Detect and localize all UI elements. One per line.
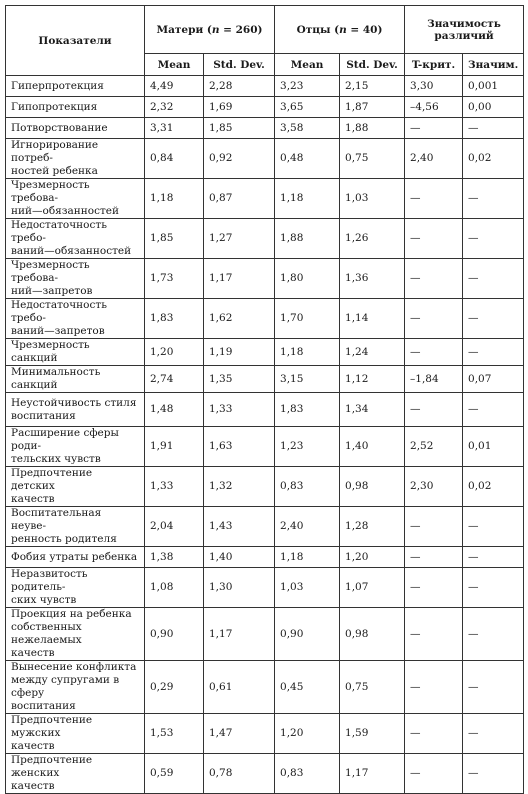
- table-row: [6, 299, 524, 339]
- table-row: [6, 393, 524, 427]
- table-row: [6, 259, 524, 299]
- table-header: [6, 6, 524, 76]
- header-mean-mothers: Mean: [145, 54, 204, 76]
- row-label: [6, 393, 145, 427]
- row-label: [6, 299, 145, 339]
- fathers-sd-cell: 1,03: [340, 179, 405, 219]
- fathers-sd-cell: 1,34: [340, 393, 405, 427]
- mothers-mean-cell: 0,90: [145, 608, 204, 661]
- row-label-line: собственных нежелаемых: [11, 621, 82, 646]
- mothers-sd-cell: 0,92: [204, 139, 275, 179]
- table-row: [6, 568, 524, 608]
- fathers-sd-cell: 0,98: [340, 467, 405, 507]
- row-label-line: Чрезмерность требова-: [11, 179, 90, 204]
- fathers-sd-cell: 1,59: [340, 714, 405, 754]
- t-criterion-cell: —: [405, 608, 463, 661]
- significance-cell: —: [463, 299, 524, 339]
- row-label: [6, 608, 145, 661]
- fathers-sd-cell: 1,12: [340, 366, 405, 393]
- mothers-sd-cell: 1,32: [204, 467, 275, 507]
- t-criterion-cell: —: [405, 714, 463, 754]
- significance-cell: —: [463, 179, 524, 219]
- row-label-line: Воспитательная неуве-: [11, 507, 102, 532]
- significance-cell: 0,02: [463, 467, 524, 507]
- mothers-sd-cell: 1,33: [204, 393, 275, 427]
- table-row: [6, 467, 524, 507]
- fathers-sd-cell: 1,88: [340, 118, 405, 139]
- table-row: [6, 118, 524, 139]
- row-label-line: Минимальность санкций: [11, 366, 101, 391]
- fathers-mean-cell: 0,83: [275, 754, 340, 794]
- table-row: [6, 608, 524, 661]
- row-label-line: ностей ребенка: [11, 165, 98, 177]
- row-label-line: тельских чувств: [11, 453, 101, 465]
- row-label: [6, 366, 145, 393]
- t-criterion-cell: —: [405, 339, 463, 366]
- fathers-sd-cell: 1,20: [340, 547, 405, 568]
- significance-cell: —: [463, 259, 524, 299]
- row-label: [6, 139, 145, 179]
- fathers-mean-cell: 2,40: [275, 507, 340, 547]
- t-criterion-cell: 2,40: [405, 139, 463, 179]
- row-label: [6, 427, 145, 467]
- row-label: [6, 467, 145, 507]
- row-label-line: Чрезмерность требова-: [11, 259, 90, 284]
- header-indicators: Показатели: [6, 6, 145, 76]
- mothers-sd-cell: 1,69: [204, 97, 275, 118]
- fathers-sd-cell: 2,15: [340, 76, 405, 97]
- header-significance: Значимость различий: [405, 6, 524, 54]
- row-label-line: Недостаточность требо-: [11, 219, 107, 244]
- mothers-mean-cell: 1,83: [145, 299, 204, 339]
- t-criterion-cell: —: [405, 568, 463, 608]
- significance-cell: —: [463, 507, 524, 547]
- row-label-line: ренность родителя: [11, 533, 117, 545]
- fathers-sd-cell: 1,17: [340, 754, 405, 794]
- mothers-sd-cell: 1,43: [204, 507, 275, 547]
- row-label: [6, 714, 145, 754]
- mothers-sd-cell: 1,63: [204, 427, 275, 467]
- t-criterion-cell: –1,84: [405, 366, 463, 393]
- table-row: [6, 714, 524, 754]
- t-criterion-cell: 2,30: [405, 467, 463, 507]
- row-label: [6, 547, 145, 568]
- table-row: [6, 339, 524, 366]
- t-criterion-cell: 2,52: [405, 427, 463, 467]
- row-label: [6, 97, 145, 118]
- mothers-sd-cell: 1,40: [204, 547, 275, 568]
- row-label-line: ний—запретов: [11, 285, 93, 297]
- table-row: [6, 661, 524, 714]
- mothers-sd-cell: 0,61: [204, 661, 275, 714]
- significance-cell: 0,02: [463, 139, 524, 179]
- header-fathers: Отцы (n = 40): [275, 6, 405, 54]
- mothers-mean-cell: 1,08: [145, 568, 204, 608]
- row-label: [6, 661, 145, 714]
- row-label-line: ваний—обязанностей: [11, 245, 132, 257]
- t-criterion-cell: —: [405, 754, 463, 794]
- table-row: [6, 139, 524, 179]
- fathers-mean-cell: 3,58: [275, 118, 340, 139]
- mothers-mean-cell: 4,49: [145, 76, 204, 97]
- mothers-mean-cell: 2,32: [145, 97, 204, 118]
- row-label: [6, 118, 145, 139]
- fathers-sd-cell: 1,26: [340, 219, 405, 259]
- row-label: [6, 507, 145, 547]
- mothers-mean-cell: 1,85: [145, 219, 204, 259]
- table-row: [6, 507, 524, 547]
- fathers-mean-cell: 0,83: [275, 467, 340, 507]
- significance-cell: —: [463, 661, 524, 714]
- fathers-mean-cell: 3,23: [275, 76, 340, 97]
- mothers-sd-cell: 1,85: [204, 118, 275, 139]
- mothers-mean-cell: 2,04: [145, 507, 204, 547]
- row-label-line: между супругами в сферу: [11, 674, 120, 699]
- mothers-mean-cell: 1,33: [145, 467, 204, 507]
- row-label: [6, 259, 145, 299]
- fathers-mean-cell: 1,23: [275, 427, 340, 467]
- significance-cell: —: [463, 547, 524, 568]
- fathers-sd-cell: 1,14: [340, 299, 405, 339]
- row-label-line: Недостаточность требо-: [11, 299, 107, 324]
- mothers-sd-cell: 1,62: [204, 299, 275, 339]
- t-criterion-cell: —: [405, 547, 463, 568]
- mothers-sd-cell: 1,19: [204, 339, 275, 366]
- row-label: [6, 219, 145, 259]
- fathers-sd-cell: 1,24: [340, 339, 405, 366]
- t-criterion-cell: 3,30: [405, 76, 463, 97]
- table-row: [6, 179, 524, 219]
- table-row: [6, 219, 524, 259]
- fathers-sd-cell: 0,75: [340, 661, 405, 714]
- row-label: [6, 339, 145, 366]
- mothers-mean-cell: 1,18: [145, 179, 204, 219]
- fathers-mean-cell: 0,90: [275, 608, 340, 661]
- t-criterion-cell: —: [405, 661, 463, 714]
- significance-cell: —: [463, 219, 524, 259]
- fathers-sd-cell: 0,75: [340, 139, 405, 179]
- row-label-line: Предпочтение детских: [11, 467, 93, 492]
- significance-cell: —: [463, 568, 524, 608]
- fathers-mean-cell: 1,88: [275, 219, 340, 259]
- significance-cell: —: [463, 754, 524, 794]
- statistics-table: [5, 5, 524, 794]
- mothers-mean-cell: 3,31: [145, 118, 204, 139]
- significance-cell: —: [463, 118, 524, 139]
- row-label-line: Расширение сферы роди-: [11, 427, 119, 452]
- t-criterion-cell: —: [405, 393, 463, 427]
- fathers-mean-cell: 1,18: [275, 547, 340, 568]
- t-criterion-cell: —: [405, 219, 463, 259]
- mothers-mean-cell: 0,59: [145, 754, 204, 794]
- header-t-criterion: T-крит.: [405, 54, 463, 76]
- fathers-sd-cell: 0,98: [340, 608, 405, 661]
- row-label-line: Предпочтение женских: [11, 754, 93, 779]
- row-label-line: Проекция на ребенка: [11, 608, 132, 620]
- row-label-line: качеств: [11, 780, 55, 792]
- significance-cell: —: [463, 339, 524, 366]
- t-criterion-cell: —: [405, 507, 463, 547]
- t-criterion-cell: —: [405, 179, 463, 219]
- mothers-sd-cell: 1,30: [204, 568, 275, 608]
- row-label-line: Неустойчивость стиля: [11, 396, 137, 409]
- mothers-mean-cell: 0,84: [145, 139, 204, 179]
- fathers-mean-cell: 1,20: [275, 714, 340, 754]
- significance-cell: 0,01: [463, 427, 524, 467]
- mothers-mean-cell: 1,38: [145, 547, 204, 568]
- row-label-line: Потворствование: [11, 121, 108, 134]
- mothers-mean-cell: 1,48: [145, 393, 204, 427]
- significance-cell: —: [463, 608, 524, 661]
- row-label-line: Чрезмерность санкций: [11, 339, 90, 364]
- row-label: [6, 568, 145, 608]
- significance-cell: 0,001: [463, 76, 524, 97]
- mothers-sd-cell: 1,27: [204, 219, 275, 259]
- significance-cell: —: [463, 393, 524, 427]
- row-label-line: качеств: [11, 493, 55, 505]
- row-label-line: ских чувств: [11, 594, 77, 606]
- table-row: [6, 754, 524, 794]
- mothers-mean-cell: 0,29: [145, 661, 204, 714]
- row-label-line: Игнорирование потреб-: [11, 139, 99, 164]
- mothers-mean-cell: 1,53: [145, 714, 204, 754]
- fathers-mean-cell: 1,83: [275, 393, 340, 427]
- row-label-line: Фобия утраты ребенка: [11, 550, 138, 563]
- mothers-sd-cell: 2,28: [204, 76, 275, 97]
- mothers-mean-cell: 1,20: [145, 339, 204, 366]
- t-criterion-cell: —: [405, 259, 463, 299]
- mothers-mean-cell: 1,91: [145, 427, 204, 467]
- t-criterion-cell: —: [405, 299, 463, 339]
- table-row: [6, 547, 524, 568]
- table-row: [6, 366, 524, 393]
- mothers-sd-cell: 1,47: [204, 714, 275, 754]
- mothers-sd-cell: 1,35: [204, 366, 275, 393]
- row-label-line: Гипопротекция: [11, 100, 98, 113]
- fathers-mean-cell: 1,80: [275, 259, 340, 299]
- mothers-sd-cell: 1,17: [204, 259, 275, 299]
- t-criterion-cell: —: [405, 118, 463, 139]
- table-row: [6, 76, 524, 97]
- fathers-mean-cell: 0,45: [275, 661, 340, 714]
- fathers-mean-cell: 3,65: [275, 97, 340, 118]
- mothers-sd-cell: 1,17: [204, 608, 275, 661]
- table-body: [6, 76, 524, 794]
- row-label-line: Гиперпротекция: [11, 79, 104, 92]
- header-mean-fathers: Mean: [275, 54, 340, 76]
- row-label-line: Вынесение конфликта: [11, 661, 137, 673]
- mothers-mean-cell: 1,73: [145, 259, 204, 299]
- row-label-line: Неразвитость родитель-: [11, 568, 88, 593]
- fathers-mean-cell: 0,48: [275, 139, 340, 179]
- row-label-line: ваний—запретов: [11, 325, 105, 337]
- row-label-line: качеств: [11, 740, 55, 752]
- table-row: [6, 427, 524, 467]
- row-label: [6, 754, 145, 794]
- mothers-sd-cell: 0,78: [204, 754, 275, 794]
- significance-cell: 0,07: [463, 366, 524, 393]
- fathers-mean-cell: 1,03: [275, 568, 340, 608]
- row-label-line: ний—обязанностей: [11, 205, 119, 217]
- table-row: [6, 97, 524, 118]
- header-sd-mothers: Std. Dev.: [204, 54, 275, 76]
- row-label: [6, 76, 145, 97]
- header-mothers: Матери (n = 260): [145, 6, 275, 54]
- significance-cell: —: [463, 714, 524, 754]
- significance-cell: 0,00: [463, 97, 524, 118]
- fathers-sd-cell: 1,87: [340, 97, 405, 118]
- row-label-line: воспитания: [11, 700, 76, 712]
- mothers-mean-cell: 2,74: [145, 366, 204, 393]
- fathers-mean-cell: 3,15: [275, 366, 340, 393]
- fathers-sd-cell: 1,40: [340, 427, 405, 467]
- fathers-mean-cell: 1,18: [275, 339, 340, 366]
- fathers-sd-cell: 1,28: [340, 507, 405, 547]
- row-label-line: воспитания: [11, 409, 76, 422]
- header-sd-fathers: Std. Dev.: [340, 54, 405, 76]
- row-label-line: качеств: [11, 647, 55, 659]
- row-label-line: Предпочтение мужских: [11, 714, 93, 739]
- row-label: [6, 179, 145, 219]
- fathers-sd-cell: 1,36: [340, 259, 405, 299]
- fathers-sd-cell: 1,07: [340, 568, 405, 608]
- t-criterion-cell: –4,56: [405, 97, 463, 118]
- fathers-mean-cell: 1,18: [275, 179, 340, 219]
- mothers-sd-cell: 0,87: [204, 179, 275, 219]
- fathers-mean-cell: 1,70: [275, 299, 340, 339]
- header-significance-level: Значим.: [463, 54, 524, 76]
